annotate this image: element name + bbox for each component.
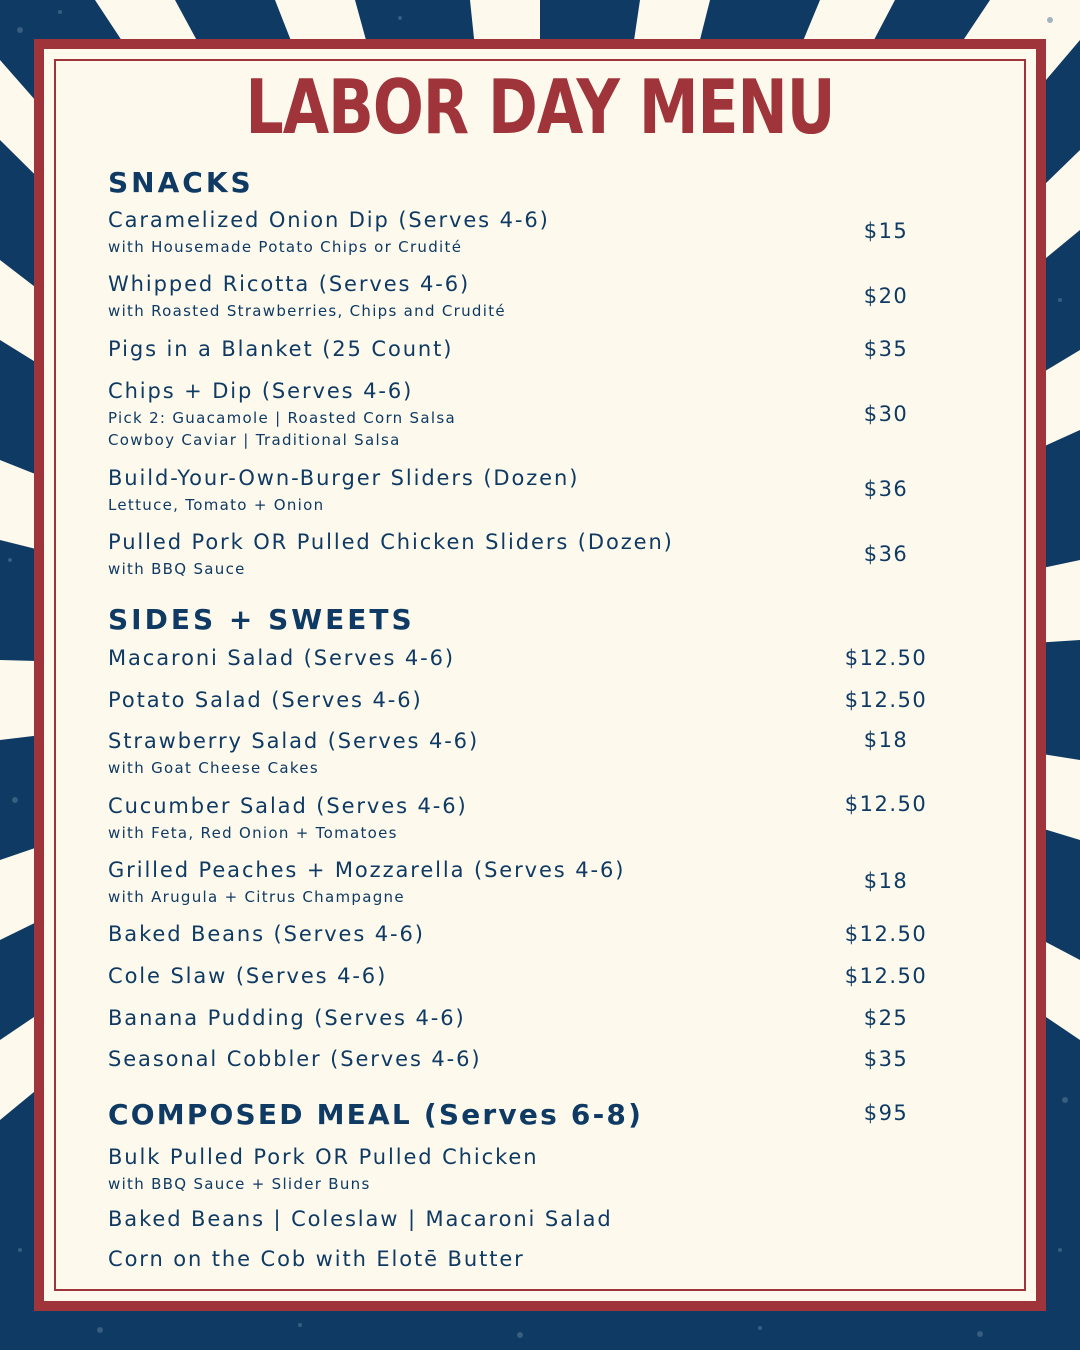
menu-item-name: Cucumber Salad (Serves 4-6) bbox=[108, 794, 468, 818]
menu-item-name: Strawberry Salad (Serves 4-6) bbox=[108, 729, 480, 753]
menu-item-name: Banana Pudding (Serves 4-6) bbox=[108, 1006, 466, 1030]
menu-item-name: Bulk Pulled Pork OR Pulled Chicken bbox=[108, 1145, 539, 1169]
menu-item-description: Pick 2: Guacamole | Roasted Corn Salsa bbox=[108, 409, 456, 427]
menu-item-price: $30 bbox=[863, 402, 909, 426]
menu-item-price: $35 bbox=[863, 337, 909, 361]
menu-item-description: with BBQ Sauce bbox=[108, 560, 246, 578]
menu-item-name: Whipped Ricotta (Serves 4-6) bbox=[108, 272, 471, 296]
menu-item-name: Baked Beans (Serves 4-6) bbox=[108, 922, 425, 946]
menu-item-name: Grilled Peaches + Mozzarella (Serves 4-6) bbox=[108, 858, 626, 882]
menu-item-price: $35 bbox=[863, 1047, 909, 1071]
menu-item-name: Corn on the Cob with Elotē Butter bbox=[108, 1247, 525, 1271]
menu-item-price: $12.50 bbox=[844, 792, 928, 816]
menu-item-price: $25 bbox=[863, 1006, 909, 1030]
menu-item-name: Macaroni Salad (Serves 4-6) bbox=[108, 646, 455, 670]
menu-item-price: $18 bbox=[863, 869, 909, 893]
menu-item-description: with Roasted Strawberries, Chips and Crudité bbox=[108, 302, 506, 320]
menu-item-description: Lettuce, Tomato + Onion bbox=[108, 496, 325, 514]
menu-item-description-line-2: Cowboy Caviar | Traditional Salsa bbox=[108, 431, 401, 449]
menu-item-price: $18 bbox=[863, 728, 909, 752]
composed-meal-price: $95 bbox=[863, 1101, 909, 1125]
menu-item-name: Caramelized Onion Dip (Serves 4-6) bbox=[108, 208, 550, 232]
menu-item-price: $15 bbox=[863, 219, 909, 243]
menu-item-price: $12.50 bbox=[844, 646, 928, 670]
menu-item-name: Seasonal Cobbler (Serves 4-6) bbox=[108, 1047, 482, 1071]
menu-item-name: Potato Salad (Serves 4-6) bbox=[108, 688, 423, 712]
menu-item-description: with Goat Cheese Cakes bbox=[108, 759, 319, 777]
section-heading-composed-meal: COMPOSED MEAL (Serves 6-8) bbox=[108, 1098, 644, 1131]
menu-item-description: with Arugula + Citrus Champagne bbox=[108, 888, 405, 906]
menu-item-description: with BBQ Sauce + Slider Buns bbox=[108, 1175, 371, 1193]
menu-item-name: Pulled Pork OR Pulled Chicken Sliders (Dozen) bbox=[108, 530, 674, 554]
menu-item-price: $12.50 bbox=[844, 688, 928, 712]
menu-item-description: with Feta, Red Onion + Tomatoes bbox=[108, 824, 398, 842]
menu-item-name: Cole Slaw (Serves 4-6) bbox=[108, 964, 388, 988]
menu-item-name: Build-Your-Own-Burger Sliders (Dozen) bbox=[108, 466, 580, 490]
menu-item-price: $36 bbox=[863, 477, 909, 501]
menu-title: LABOR DAY MENU bbox=[245, 64, 835, 152]
section-heading-sides-sweets: SIDES + SWEETS bbox=[108, 603, 415, 636]
menu-item-price: $36 bbox=[863, 542, 909, 566]
menu-item-name: Baked Beans | Coleslaw | Macaroni Salad bbox=[108, 1207, 613, 1231]
menu-item-name: Chips + Dip (Serves 4-6) bbox=[108, 379, 414, 403]
section-heading-snacks: SNACKS bbox=[108, 166, 254, 199]
menu-item-price: $12.50 bbox=[844, 964, 928, 988]
menu-item-price: $12.50 bbox=[844, 922, 928, 946]
menu-item-name: Pigs in a Blanket (25 Count) bbox=[108, 337, 454, 361]
menu-item-price: $20 bbox=[863, 284, 909, 308]
menu-item-description: with Housemade Potato Chips or Crudité bbox=[108, 238, 463, 256]
